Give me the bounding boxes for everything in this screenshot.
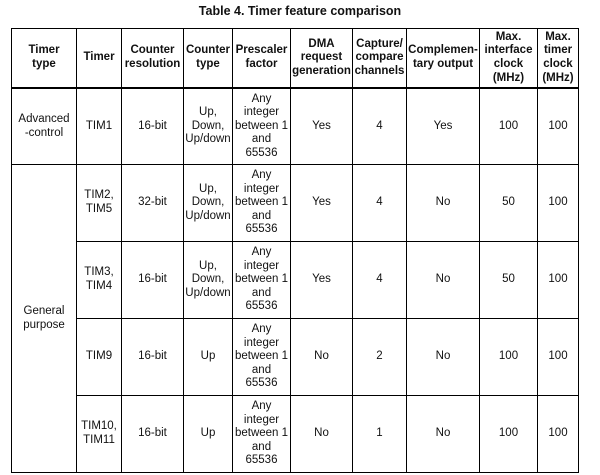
channels-value: 1 (376, 427, 383, 440)
header-cell-capture-compare (353, 29, 407, 89)
timer-clock-cell (538, 88, 579, 165)
complementary-cell (407, 165, 480, 242)
dma-value: Yes (312, 196, 331, 209)
counter-resolution-value: 16-bit (138, 350, 167, 363)
header-label: Counter resolution (124, 44, 181, 70)
interface-clock-cell (480, 165, 538, 242)
timer-feature-table (11, 28, 579, 473)
header-cell-complementary-output (407, 29, 480, 89)
interface-clock-value: 100 (498, 350, 519, 363)
header-cell-timer (77, 29, 122, 89)
table-row (12, 88, 579, 165)
complementary-cell (407, 242, 480, 319)
timer-type-cell (12, 165, 77, 473)
interface-clock-value: 100 (498, 427, 519, 440)
interface-clock-cell (480, 88, 538, 165)
prescaler-value: Any integer between 1 and 65536 (234, 400, 289, 467)
counter-resolution-value: 16-bit (138, 427, 167, 440)
timer-clock-value: 100 (548, 196, 568, 209)
dma-value: No (314, 350, 329, 363)
timer-clock-cell (538, 165, 579, 242)
counter-resolution-value: 16-bit (138, 119, 167, 132)
timer-label: TIM9 (85, 350, 113, 363)
interface-clock-value: 100 (498, 119, 519, 132)
counter-type-value: Up (200, 427, 216, 440)
prescaler-value: Any integer between 1 and 65536 (234, 246, 289, 313)
prescaler-cell (233, 165, 291, 242)
header-label: Timer type (28, 44, 60, 70)
counter-resolution-value: 16-bit (138, 273, 167, 286)
header-label: Max. timer clock (MHz) (542, 30, 574, 84)
dma-cell (291, 165, 353, 242)
timer-cell (77, 242, 122, 319)
header-cell-max-interface-clock (480, 29, 538, 89)
channels-cell (353, 396, 407, 473)
counter-type-value: Up, Down, Up/down (185, 182, 231, 222)
complementary-value: Yes (433, 119, 453, 132)
counter-type-cell (184, 88, 233, 165)
header-cell-counter-resolution (122, 29, 184, 89)
timer-type-label: General purpose (23, 304, 65, 331)
counter-resolution-cell (122, 88, 184, 165)
prescaler-value: Any integer between 1 and 65536 (234, 92, 289, 159)
timer-label: TIM2, TIM5 (84, 189, 114, 215)
prescaler-value: Any integer between 1 and 65536 (234, 323, 289, 390)
prescaler-cell (233, 88, 291, 165)
header-label: Complemen- tary output (408, 44, 478, 70)
timer-type-label: Advanced -control (18, 112, 70, 139)
header-cell-prescaler-factor (233, 29, 291, 89)
channels-value: 4 (376, 119, 383, 132)
timer-clock-value: 100 (548, 427, 568, 440)
dma-value: Yes (312, 119, 331, 132)
counter-type-cell (184, 396, 233, 473)
counter-resolution-cell (122, 396, 184, 473)
dma-cell (291, 396, 353, 473)
counter-type-cell (184, 319, 233, 396)
timer-cell (77, 396, 122, 473)
channels-value: 4 (376, 196, 383, 209)
header-label: Counter type (185, 44, 231, 70)
complementary-value: No (435, 350, 451, 363)
timer-cell (77, 319, 122, 396)
counter-type-value: Up, Down, Up/down (185, 106, 231, 146)
prescaler-cell (233, 319, 291, 396)
table-row (12, 165, 579, 242)
timer-clock-cell (538, 242, 579, 319)
interface-clock-cell (480, 396, 538, 473)
table-caption: Table 4. Timer feature comparison (198, 4, 402, 18)
timer-cell (77, 165, 122, 242)
counter-resolution-cell (122, 319, 184, 396)
header-label: DMA request generation (292, 37, 351, 77)
header-cell-counter-type (184, 29, 233, 89)
complementary-cell (407, 319, 480, 396)
timer-label: TIM10, TIM11 (81, 420, 117, 446)
prescaler-cell (233, 396, 291, 473)
header-label: Max. interface clock (MHz) (484, 30, 533, 84)
channels-value: 4 (376, 273, 383, 286)
header-label: Capture/ compare channels (354, 37, 405, 77)
channels-cell (353, 165, 407, 242)
counter-type-value: Up (200, 350, 216, 363)
dma-value: Yes (312, 273, 331, 286)
dma-cell (291, 88, 353, 165)
complementary-cell (407, 88, 480, 165)
counter-type-value: Up, Down, Up/down (185, 259, 231, 299)
prescaler-cell (233, 242, 291, 319)
table-row (12, 242, 579, 319)
complementary-value: No (435, 427, 451, 440)
timer-clock-value: 100 (548, 273, 568, 286)
channels-value: 2 (376, 350, 383, 363)
complementary-cell (407, 396, 480, 473)
header-row (12, 29, 579, 89)
counter-resolution-value: 32-bit (138, 196, 167, 209)
interface-clock-value: 50 (502, 273, 515, 286)
table-row (12, 396, 579, 473)
channels-cell (353, 242, 407, 319)
complementary-value: No (435, 196, 451, 209)
interface-clock-cell (480, 242, 538, 319)
header-label: Timer (83, 51, 115, 64)
interface-clock-value: 50 (502, 196, 515, 209)
counter-type-cell (184, 242, 233, 319)
dma-value: No (314, 427, 329, 440)
dma-cell (291, 319, 353, 396)
timer-clock-cell (538, 396, 579, 473)
interface-clock-cell (480, 319, 538, 396)
header-cell-dma-request (291, 29, 353, 89)
header-label: Prescaler factor (235, 44, 288, 70)
channels-cell (353, 88, 407, 165)
dma-cell (291, 242, 353, 319)
timer-clock-cell (538, 319, 579, 396)
counter-resolution-cell (122, 165, 184, 242)
timer-clock-value: 100 (548, 119, 568, 132)
timer-clock-value: 100 (548, 350, 568, 363)
complementary-value: No (435, 273, 451, 286)
counter-resolution-cell (122, 242, 184, 319)
prescaler-value: Any integer between 1 and 65536 (234, 169, 289, 236)
timer-type-cell (12, 88, 77, 165)
table-row (12, 319, 579, 396)
header-cell-timer-type (12, 29, 77, 89)
timer-label: TIM3, TIM4 (84, 266, 114, 292)
counter-type-cell (184, 165, 233, 242)
timer-label: TIM1 (85, 119, 113, 132)
header-cell-max-timer-clock (538, 29, 579, 89)
timer-cell (77, 88, 122, 165)
channels-cell (353, 319, 407, 396)
